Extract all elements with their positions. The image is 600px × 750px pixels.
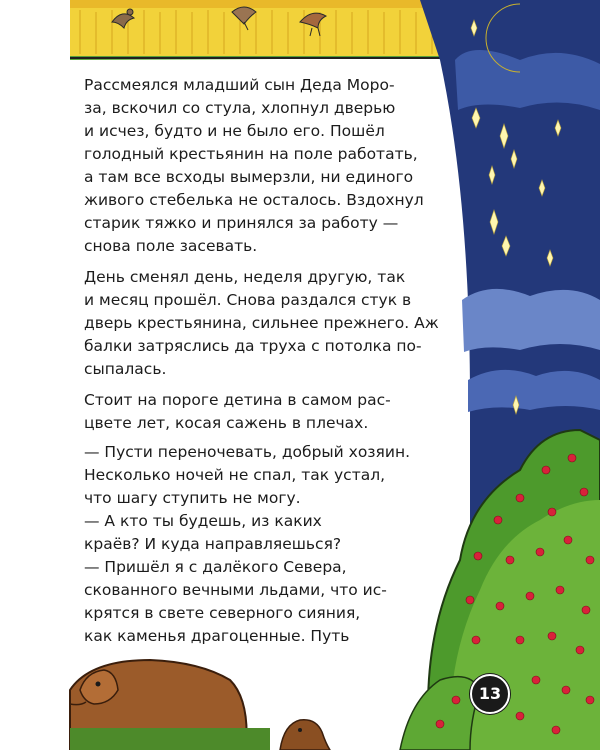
page-number-badge: 13	[470, 674, 510, 714]
text-line: — А кто ты будешь, из каких	[84, 512, 322, 530]
text-line: живого стебелька не осталось. Вздохнул	[84, 191, 424, 209]
text-line: Стоит на пороге детина в самом рас-	[84, 391, 391, 409]
text-line: за, вскочил со стула, хлопнул дверью	[84, 99, 396, 117]
text-line: старик тяжко и принялся за работу —	[84, 214, 399, 232]
text-line: сыпалась.	[84, 360, 167, 378]
text-line: что шагу ступить не могу.	[84, 489, 301, 507]
text-line: цвете лет, косая сажень в плечах.	[84, 414, 369, 432]
text-line: День сменял день, неделя другую, так	[84, 268, 406, 286]
text-line: Несколько ночей не спал, так устал,	[84, 466, 386, 484]
text-line: как каменья драгоценные. Путь	[84, 627, 350, 645]
text-line: и исчез, будто и не было его. Пошёл	[84, 122, 385, 140]
text-line: голодный крестьянин на поле работать,	[84, 145, 418, 163]
bear-illustration	[70, 660, 330, 750]
text-line: скованного вечными льдами, что ис-	[84, 581, 387, 599]
text-line: снова поле засевать.	[84, 237, 258, 255]
text-line: — Пусти переночевать, добрый хозяин.	[84, 443, 411, 461]
text-line: а там все всходы вымерзли, ни единого	[84, 168, 414, 186]
text-line: и месяц прошёл. Снова раздался стук в	[84, 291, 412, 309]
text-line: Рассмеялся младший сын Деда Моро-	[84, 76, 395, 94]
text-line: краёв? И куда направляешься?	[84, 535, 342, 553]
text-line: дверь крестьянина, сильнее прежнего. Аж	[84, 314, 439, 332]
text-line: крятся в свете северного сияния,	[84, 604, 361, 622]
text-line: балки затряслись да труха с потолка по-	[84, 337, 422, 355]
text-line: — Пришёл я с далёкого Севера,	[84, 558, 347, 576]
